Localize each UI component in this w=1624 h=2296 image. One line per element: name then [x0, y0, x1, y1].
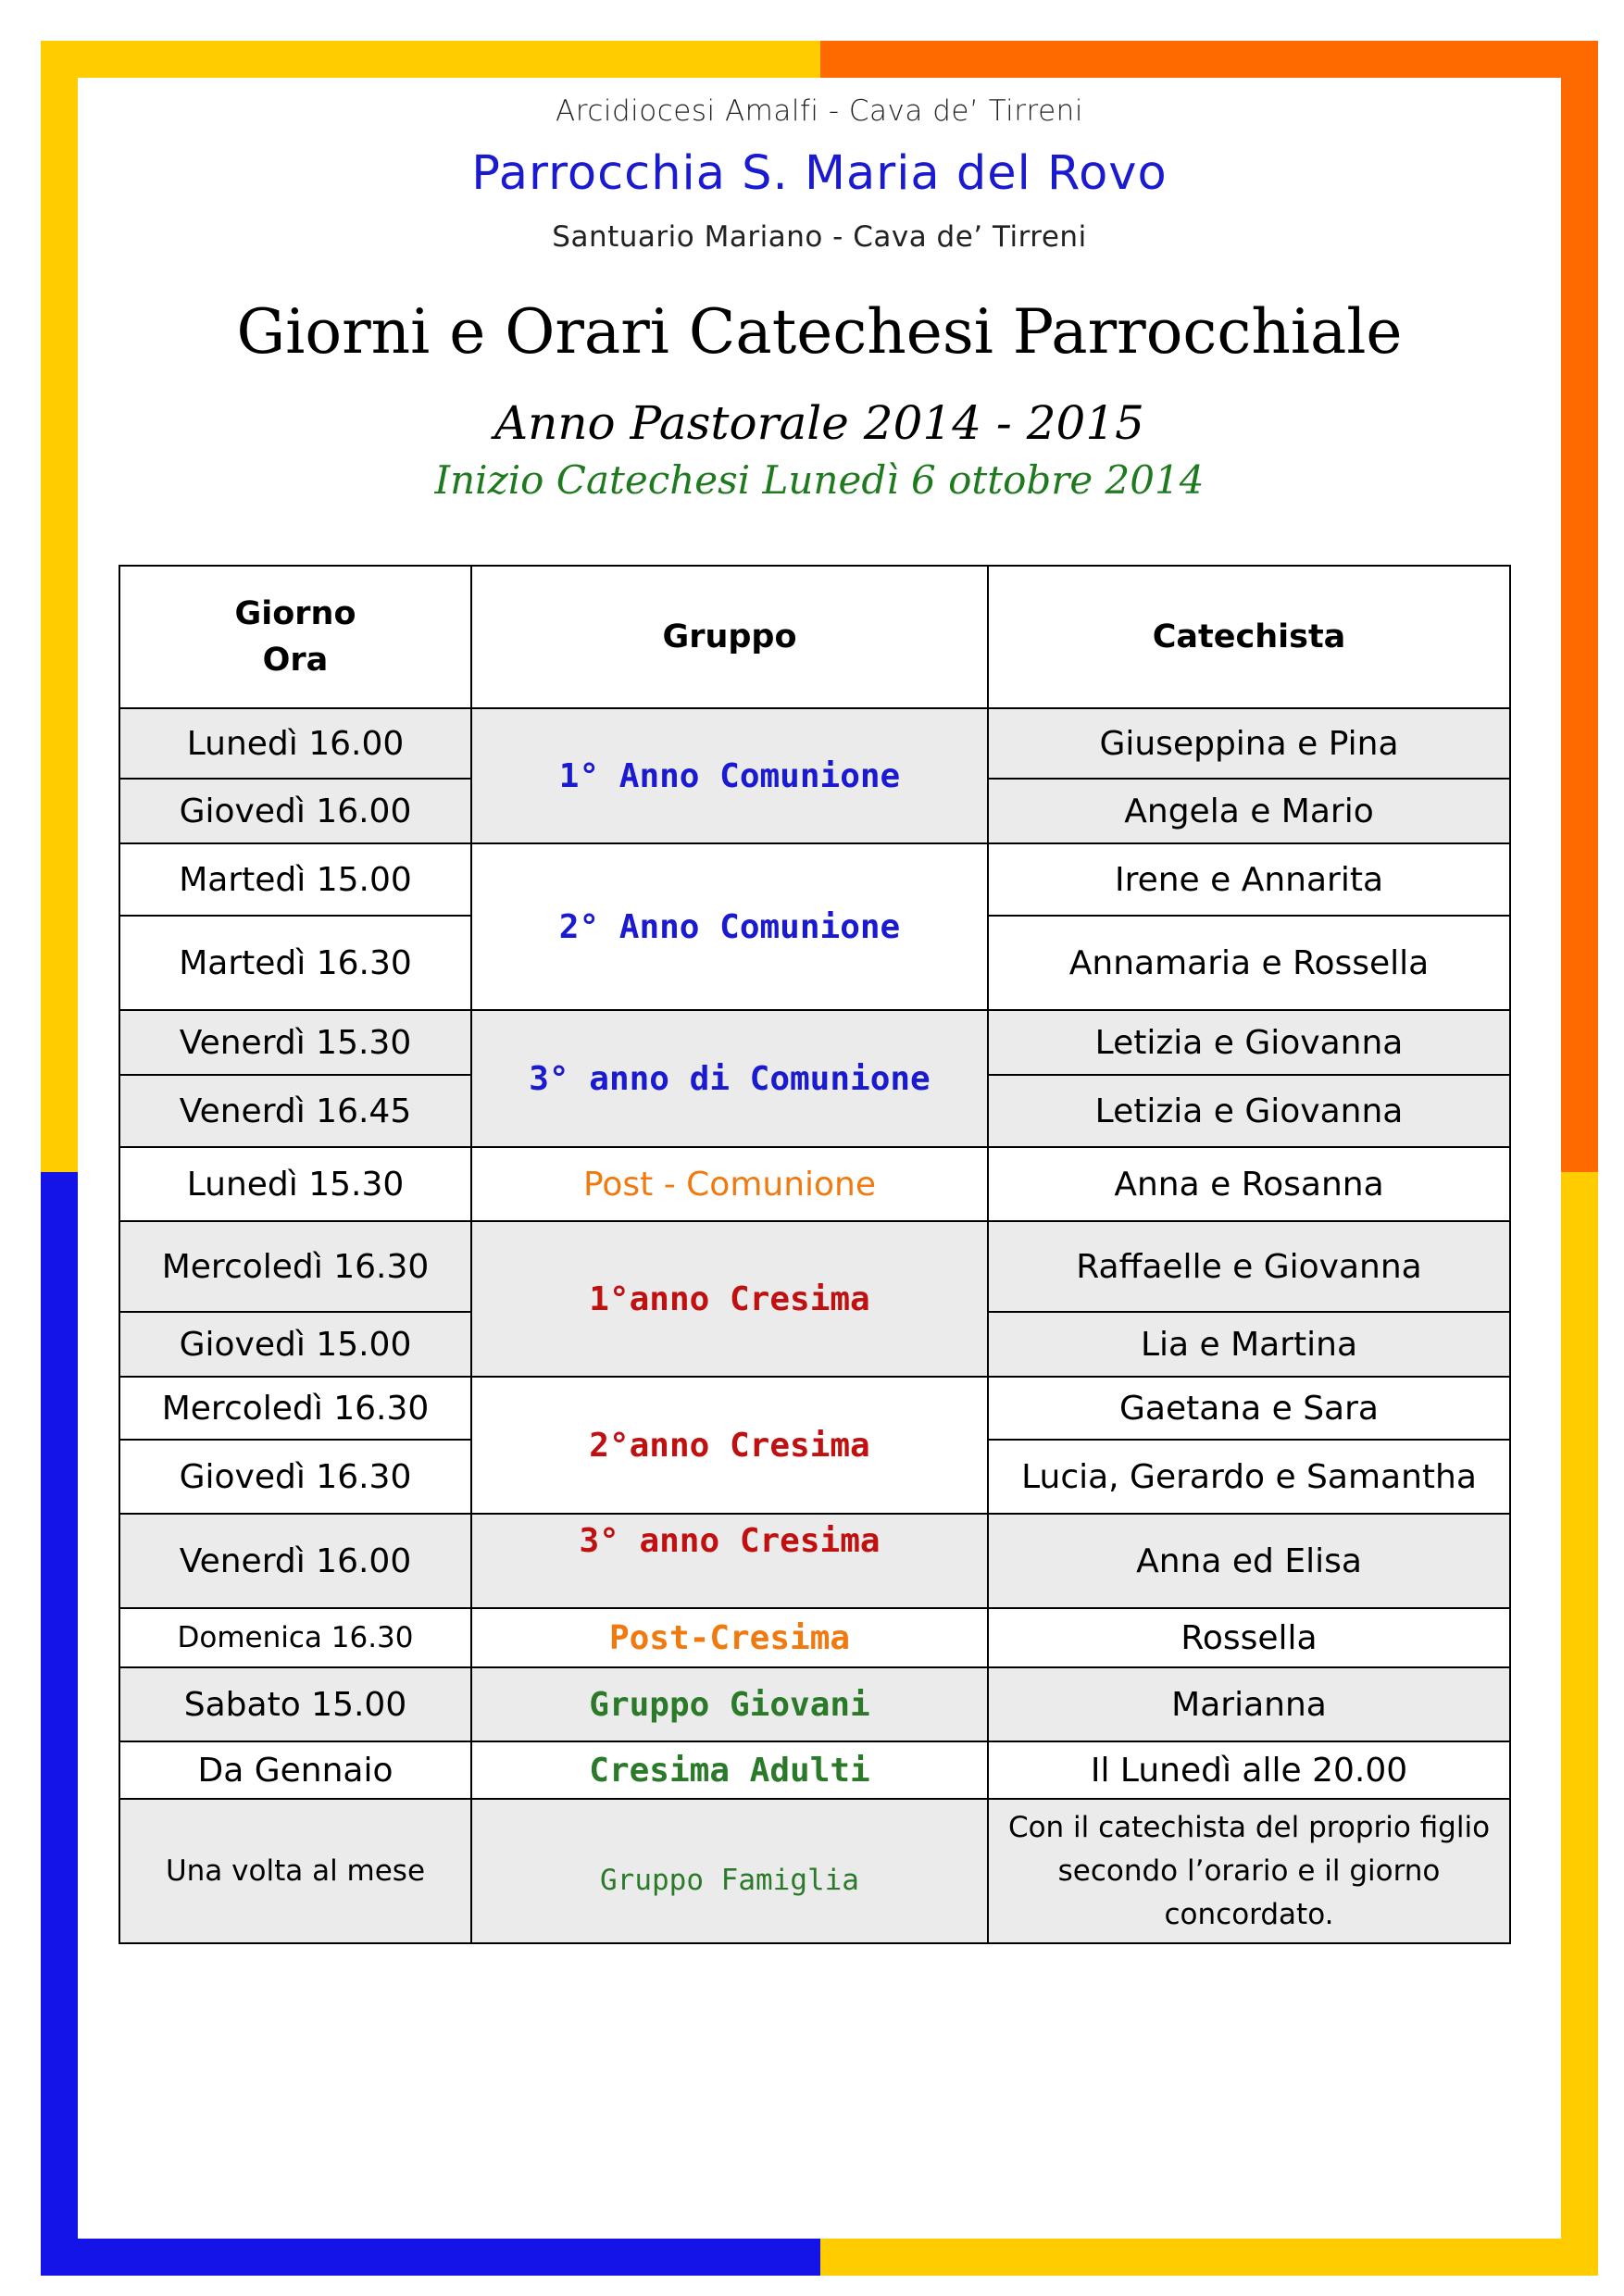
catechist-cell: Rossella [988, 1608, 1510, 1667]
parish-name: Parrocchia S. Maria del Rovo [471, 146, 1168, 201]
frame-right-bottom [1561, 1172, 1598, 2276]
table-header-row [119, 566, 1510, 708]
header-day: Giorno [234, 595, 356, 632]
catechist-cell: Con il catechista del proprio figlio secondo l’orario e il giorno concordato. [988, 1799, 1510, 1943]
day-cell: Mercoledì 16.30 [119, 1221, 471, 1312]
day-cell: Domenica 16.30 [119, 1608, 471, 1667]
group-cell: Cresima Adulti [471, 1741, 988, 1799]
day-cell: Lunedì 15.30 [119, 1147, 471, 1221]
catechist-cell: Marianna [988, 1667, 1510, 1741]
table-row [119, 1741, 1510, 1799]
start-date: Inizio Catechesi Lunedì 6 ottobre 2014 [434, 457, 1205, 503]
day-cell: Giovedì 16.30 [119, 1440, 471, 1514]
pastoral-year: Anno Pastorale 2014 - 2015 [494, 396, 1144, 450]
catechist-cell: Annamaria e Rossella [988, 916, 1510, 1010]
group-cell: 2° Anno Comunione [471, 843, 988, 1010]
frame-left-bottom [41, 1172, 78, 2276]
schedule-table [119, 565, 1511, 1944]
catechist-cell: Irene e Annarita [988, 843, 1510, 916]
catechist-cell: Angela e Mario [988, 779, 1510, 843]
day-cell: Lunedì 16.00 [119, 708, 471, 779]
frame-bottom-left [41, 2239, 820, 2276]
table-row [119, 708, 1510, 779]
group-cell: 2°anno Cresima [471, 1377, 988, 1514]
group-cell: Post - Comunione [471, 1147, 988, 1221]
table-row [119, 1799, 1510, 1943]
table-row [119, 843, 1510, 916]
day-cell: Venerdì 16.00 [119, 1514, 471, 1608]
header-day-time [119, 566, 471, 708]
diocese-line: Arcidiocesi Amalfi - Cava de’ Tirreni [556, 94, 1083, 128]
day-cell: Giovedì 15.00 [119, 1312, 471, 1377]
frame-top-right [820, 41, 1598, 78]
day-cell: Venerdì 16.45 [119, 1075, 471, 1147]
catechist-cell: Raffaelle e Giovanna [988, 1221, 1510, 1312]
table-row [119, 1010, 1510, 1075]
table-row [119, 1377, 1510, 1440]
header-time: Ora [262, 642, 329, 679]
table-row [119, 1608, 1510, 1667]
catechist-cell: Lucia, Gerardo e Samantha [988, 1440, 1510, 1514]
catechist-cell: Letizia e Giovanna [988, 1075, 1510, 1147]
group-cell: 3° anno di Comunione [471, 1010, 988, 1147]
group-cell: Gruppo Giovani [471, 1667, 988, 1741]
catechist-cell: Anna e Rosanna [988, 1147, 1510, 1221]
day-cell: Giovedì 16.00 [119, 779, 471, 843]
catechist-cell: Anna ed Elisa [988, 1514, 1510, 1608]
group-cell: Post-Cresima [471, 1608, 988, 1667]
day-cell: Martedì 16.30 [119, 916, 471, 1010]
catechist-cell: Lia e Martina [988, 1312, 1510, 1377]
table-row [119, 1221, 1510, 1312]
day-cell: Mercoledì 16.30 [119, 1377, 471, 1440]
day-cell: Venerdì 15.30 [119, 1010, 471, 1075]
day-cell: Martedì 15.00 [119, 843, 471, 916]
frame-bottom-right [820, 2239, 1598, 2276]
day-cell: Da Gennaio [119, 1741, 471, 1799]
group-cell: 1° Anno Comunione [471, 708, 988, 843]
group-cell: 3° anno Cresima [471, 1514, 988, 1608]
day-cell: Una volta al mese [119, 1799, 471, 1943]
table-row [119, 1667, 1510, 1741]
header-group: Gruppo [471, 566, 988, 708]
catechist-cell: Giuseppina e Pina [988, 708, 1510, 779]
sanctuary-line: Santuario Mariano - Cava de’ Tirreni [552, 220, 1087, 254]
frame-top-left [41, 41, 820, 78]
group-cell: 1°anno Cresima [471, 1221, 988, 1377]
catechist-cell: Letizia e Giovanna [988, 1010, 1510, 1075]
table-row [119, 1147, 1510, 1221]
page-title: Giorni e Orari Catechesi Parrocchiale [236, 296, 1403, 368]
frame-right-top [1561, 41, 1598, 1172]
group-cell: Gruppo Famiglia [471, 1799, 988, 1943]
header-catechist: Catechista [988, 566, 1510, 708]
table-row [119, 1514, 1510, 1608]
frame-left-top [41, 41, 78, 1172]
day-cell: Sabato 15.00 [119, 1667, 471, 1741]
catechist-cell: Gaetana e Sara [988, 1377, 1510, 1440]
catechist-cell: Il Lunedì alle 20.00 [988, 1741, 1510, 1799]
